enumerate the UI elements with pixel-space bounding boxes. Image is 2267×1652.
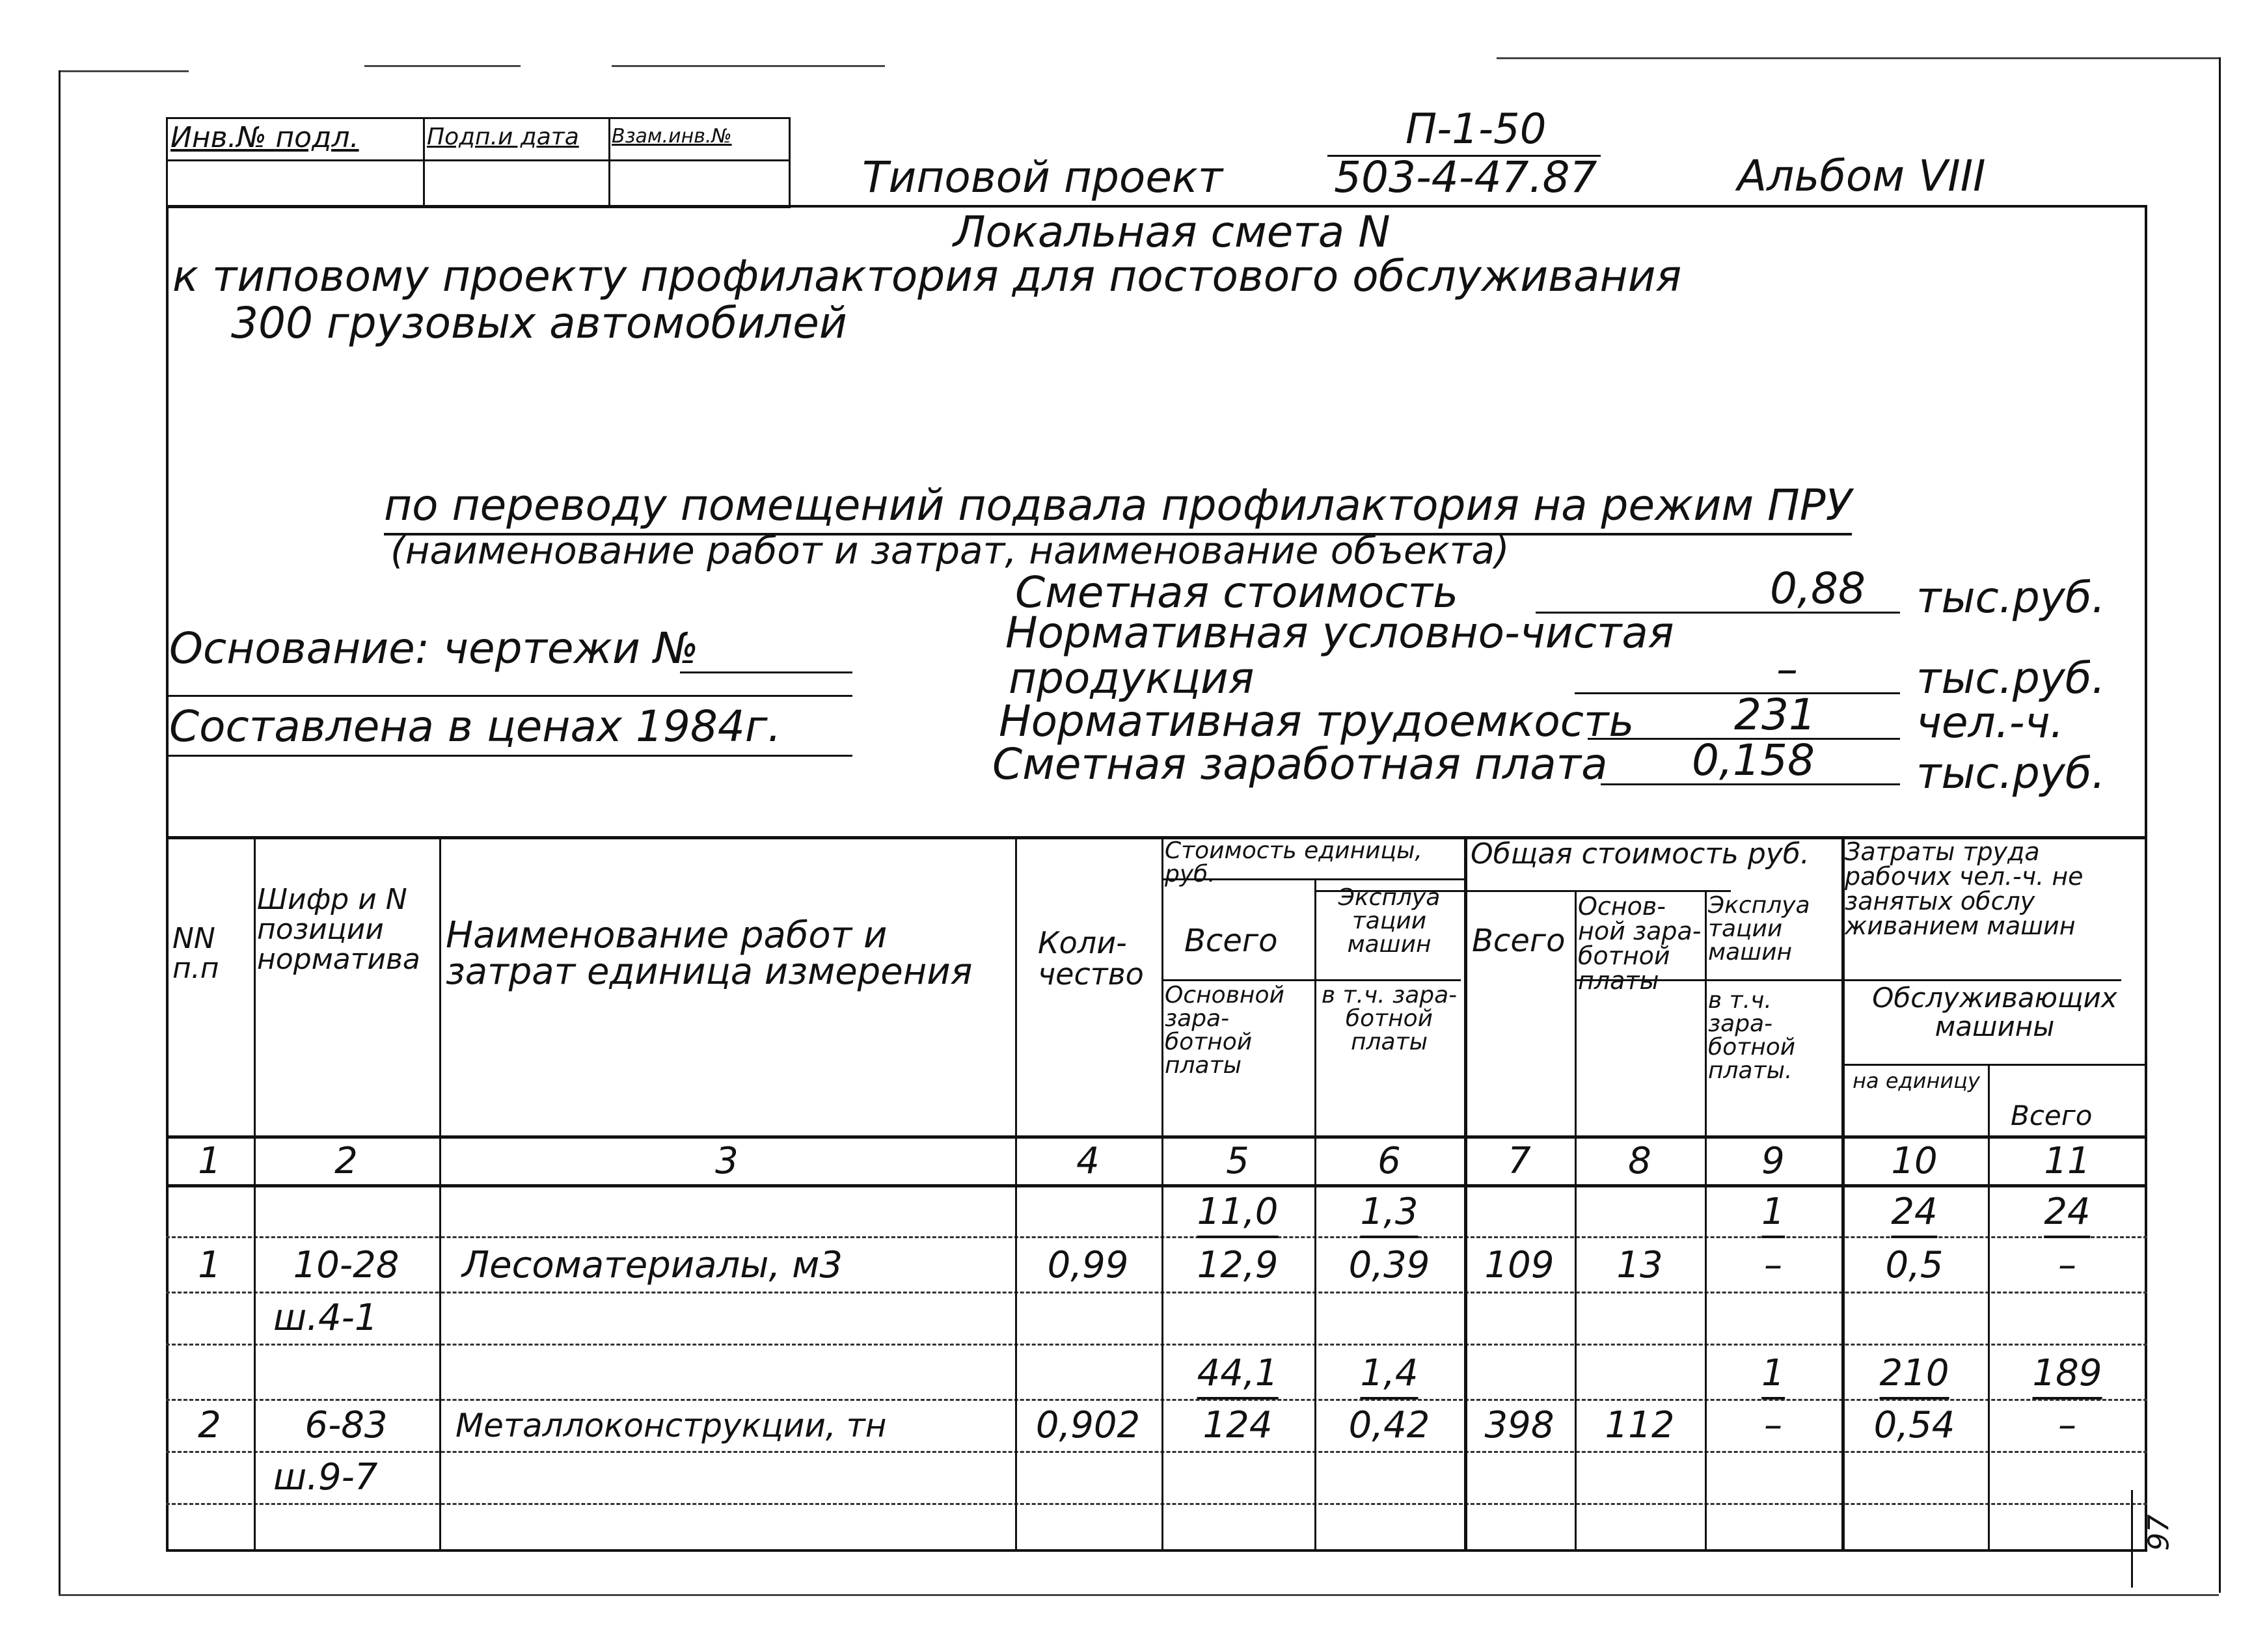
th-labor: Затраты труда рабочих чел.-ч. не занятых обслу живанием машин (1845, 837, 2084, 940)
row1-main-line (166, 1292, 2147, 1293)
table-sub-line-e (1841, 1064, 2147, 1066)
table-sub-line-c (1161, 979, 1461, 981)
work-name: по переводу помещений подвала профилактория на режим ПРУ (384, 480, 1852, 535)
stamp-row-line (166, 159, 791, 161)
stamp-replace-inv: Взам.инв.№ (612, 125, 732, 148)
summary-wage-label: Сметная заработная плата (992, 739, 1608, 789)
row2-unit-wage: 124 (1202, 1404, 1273, 1446)
row2-labor-unit: 0,54 (1873, 1404, 1955, 1446)
work-caption: (наименование работ и затрат, наименование объекта) (390, 528, 1510, 573)
project-code: П-1-50 (1405, 105, 1547, 154)
row2-sheet: ш.9-7 (273, 1456, 378, 1498)
row1-total-machine-wage: – (1764, 1244, 1782, 1286)
col-number-7: 7 (1508, 1140, 1531, 1182)
summary-labor-value: 231 (1734, 690, 1816, 740)
th-unit-wage: Основной зара- ботной платы (1165, 982, 1284, 1079)
col-line-10 (1988, 1064, 1990, 1552)
th-total-all: Всего (1472, 923, 1566, 959)
row1-machine-top: 1,3 (1360, 1191, 1418, 1238)
row2-qty: 0,902 (1035, 1404, 1141, 1446)
basis-prices: Составлена в ценах 1984г. (169, 701, 781, 752)
row2-labor-unit-top: 210 (1880, 1352, 1949, 1400)
row1-machine-wage: 0,39 (1348, 1244, 1430, 1286)
row2-total-machine-top: 1 (1761, 1352, 1785, 1400)
row1-name: Лесоматериалы, м3 (462, 1244, 843, 1286)
col-line-7 (1575, 890, 1577, 1552)
row1-nn: 1 (198, 1244, 221, 1286)
page-mark: 97 (2142, 1514, 2176, 1551)
row2-total: 398 (1484, 1404, 1554, 1446)
row1-top-line (166, 1236, 2147, 1238)
row2-name: Металлоконструкции, тн (455, 1407, 887, 1444)
summary-product-value: – (1776, 644, 1798, 694)
page-mark-divider (2131, 1490, 2133, 1588)
stamp-sign-date: Подп.и дата (427, 124, 579, 150)
album-label: Альбом VIII (1737, 151, 1986, 201)
project-number: 503-4-47.87 (1334, 152, 1597, 202)
col-number-5: 5 (1226, 1140, 1249, 1182)
th-code: Шифр и N позиции норматива (257, 883, 420, 977)
th-nn: NN п.п (172, 922, 219, 986)
col-number-3: 3 (715, 1140, 739, 1182)
summary-wage-value: 0,158 (1692, 735, 1815, 785)
summary-cost-value: 0,88 (1770, 563, 1866, 614)
row2-machine-wage: 0,42 (1348, 1404, 1430, 1446)
th-total-wage: Основ- ной зара- ботной платы (1578, 892, 1702, 995)
col-line-8 (1705, 890, 1707, 1552)
col-number-1: 1 (198, 1140, 221, 1182)
stamp-divider-1 (423, 117, 425, 208)
row2-code: 6-83 (305, 1404, 388, 1446)
th-total-machine-wage: в т.ч. зара- ботной платы. (1708, 987, 1796, 1084)
row2-labor-total: – (2058, 1404, 2076, 1446)
estimate-title: Локальная смета N (953, 207, 1391, 257)
summary-product-label: продукция (1009, 653, 1255, 703)
basis-separator (166, 695, 852, 697)
th-labor-unit: на единицу (1853, 1068, 1980, 1093)
frame-right (2219, 57, 2221, 1593)
project-label: Типовой проект (862, 152, 1223, 202)
frame-left (59, 70, 61, 1596)
th-unit-machine-wage: в т.ч. зара- ботной платы (1321, 982, 1458, 1055)
summary-labor-unit: чел.-ч. (1916, 697, 2064, 748)
row1-qty: 0,99 (1047, 1244, 1129, 1286)
col-number-10: 10 (1891, 1140, 1938, 1182)
col-line-5 (1314, 878, 1316, 1552)
summary-cost-unit: тыс.руб. (1916, 573, 2106, 623)
row1-sheet: ш.4-1 (273, 1297, 378, 1339)
row1-unit-total-top: 11,0 (1197, 1191, 1279, 1238)
row1-labor-total: – (2058, 1244, 2076, 1286)
col-number-8: 8 (1628, 1140, 1651, 1182)
row2-machine-top: 1,4 (1360, 1352, 1418, 1400)
frame-bottom (59, 1594, 2219, 1596)
estimate-subtitle: к типовому проекту профилактория для постового обслуживания (172, 251, 1682, 301)
col-line-6 (1464, 836, 1467, 1552)
row2-labor-total-top: 189 (2033, 1352, 2102, 1400)
col-number-9: 9 (1761, 1140, 1785, 1182)
summary-labor-label: Нормативная трудоемкость (999, 696, 1635, 746)
row1-total-wage: 13 (1616, 1244, 1663, 1286)
th-labor-total: Всего (2011, 1100, 2093, 1131)
basis-drawings-line (680, 671, 852, 673)
stamp-divider-2 (608, 117, 610, 208)
row2-sub-line (166, 1503, 2147, 1505)
row2-unit-total-top: 44,1 (1197, 1352, 1279, 1400)
col-number-11: 11 (2044, 1140, 2091, 1182)
row1-labor-unit: 0,5 (1885, 1244, 1944, 1286)
summary-net-label: Нормативная условно-чистая (1005, 608, 1674, 658)
th-total-machine: Эксплуа тации машин (1708, 892, 1810, 966)
row1-labor-unit-top: 24 (1891, 1191, 1937, 1238)
estimate-object: 300 грузовых автомобилей (231, 298, 847, 348)
row1-total: 109 (1484, 1244, 1554, 1286)
summary-wage-unit: тыс.руб. (1916, 748, 2106, 798)
table-head-bottom (166, 1135, 2147, 1139)
col-number-6: 6 (1378, 1140, 1401, 1182)
th-name: Наименование работ и затрат единица измерения (446, 914, 973, 993)
basis-drawings: Основание: чертежи № (169, 623, 699, 673)
row2-total-machine-wage: – (1764, 1404, 1782, 1446)
row2-nn: 2 (198, 1404, 221, 1446)
row1-unit-wage: 12,9 (1197, 1244, 1279, 1286)
row2-main-line (166, 1451, 2147, 1453)
col-line-2 (439, 836, 441, 1552)
row1-total-machine-top: 1 (1761, 1191, 1785, 1238)
th-unit-machine: Эксплуа тации машин (1338, 884, 1441, 958)
frame-top-segment-3 (612, 65, 885, 67)
row2-total-wage: 112 (1605, 1404, 1675, 1446)
col-line-9 (1841, 836, 1845, 1552)
row1-labor-total-top: 24 (2044, 1191, 2090, 1238)
th-qty: Коли- чество (1038, 925, 1144, 992)
th-total-cost: Общая стоимость руб. (1471, 837, 1810, 871)
frame-top-segment-2 (364, 65, 521, 67)
row2-top-line (166, 1399, 2147, 1401)
frame-top-segment-4 (1497, 57, 2219, 59)
frame-top-segment-1 (59, 70, 189, 72)
summary-cost-label: Сметная стоимость (1015, 567, 1459, 617)
stamp-inv-no: Инв.№ подл. (170, 121, 359, 154)
summary-product-unit: тыс.руб. (1916, 653, 2106, 703)
basis-prices-line (166, 755, 852, 757)
col-line-4 (1161, 836, 1163, 1552)
th-unit-cost: Стоимость единицы, руб. (1165, 837, 1422, 887)
th-labor-service: Обслуживающих машины (1872, 982, 2117, 1043)
col-number-4: 4 (1076, 1140, 1100, 1182)
col-number-2: 2 (334, 1140, 358, 1182)
row1-code: 10-28 (293, 1244, 400, 1286)
summary-wage-line (1601, 783, 1900, 785)
row1-sub-line (166, 1344, 2147, 1346)
col-line-1 (254, 836, 256, 1552)
th-unit-total: Всего (1184, 923, 1278, 959)
table-numbers-bottom (166, 1184, 2147, 1187)
